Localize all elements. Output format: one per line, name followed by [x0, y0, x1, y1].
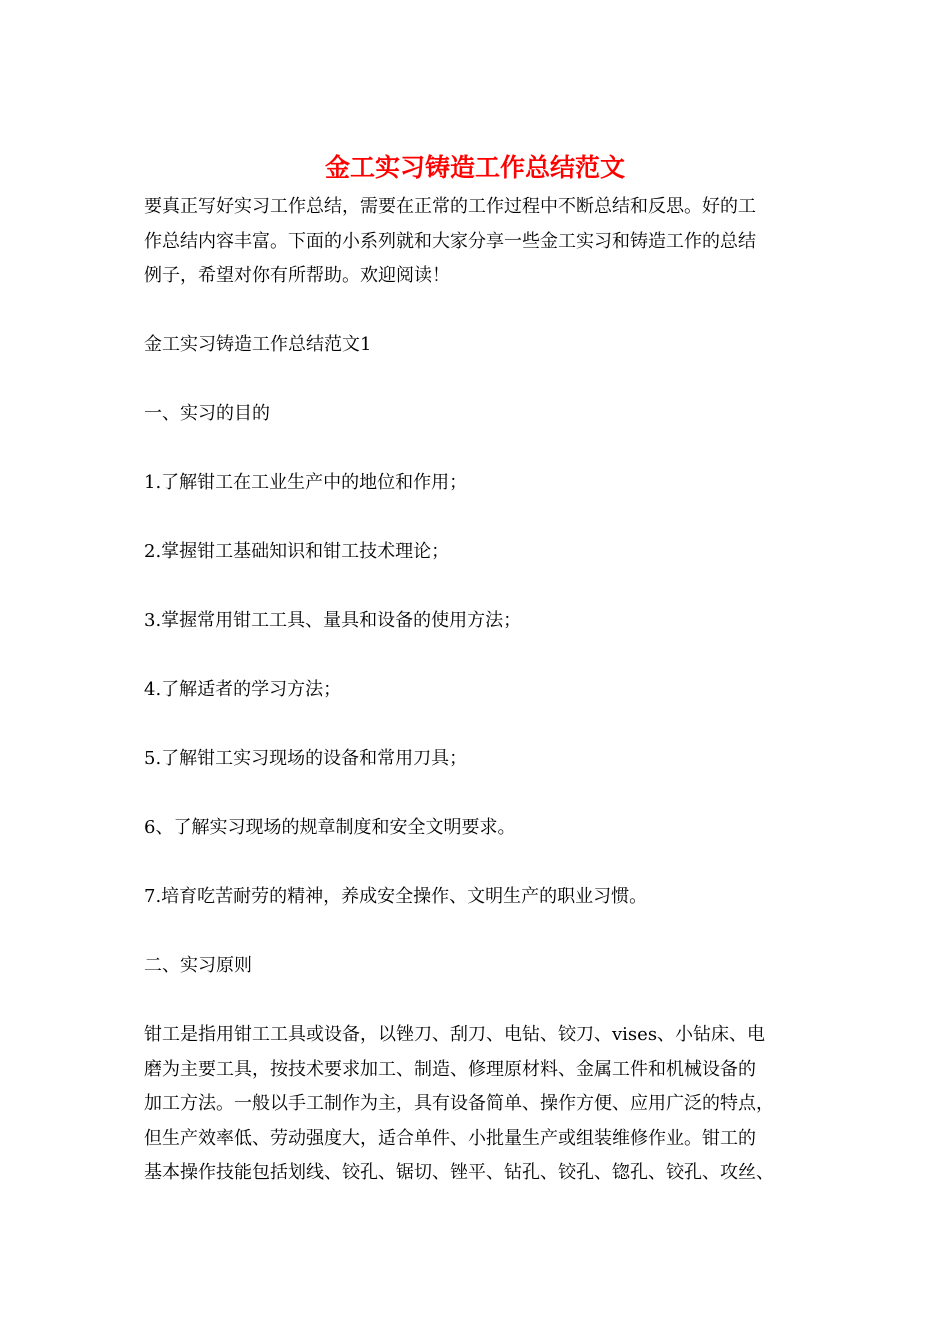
text-line: 但生产效率低、劳动强度大，适合单件、小批量生产或组装维修作业。钳工的 — [144, 1127, 756, 1149]
goal-item: 6、了解实习现场的规章制度和安全文明要求。 — [144, 817, 516, 838]
intro-paragraph — [144, 190, 810, 294]
goal-item: 3.掌握常用钳工工具、量具和设备的使用方法； — [144, 610, 522, 631]
goal-item: 5.了解钳工实习现场的设备和常用刀具； — [144, 748, 468, 769]
heading-principle: 二、实习原则 — [144, 955, 252, 976]
text-line: 例子，希望对你有所帮助。欢迎阅读！ — [144, 265, 450, 286]
goal-item: 2.掌握钳工基础知识和钳工技术理论； — [144, 541, 450, 562]
text-line: 作总结内容丰富。下面的小系列就和大家分享一些金工实习和铸造工作的总结 — [144, 230, 756, 252]
goal-item: 4.了解适者的学习方法； — [144, 679, 342, 700]
text-line: 要真正写好实习工作总结，需要在正常的工作过程中不断总结和反思。好的工 — [144, 196, 756, 217]
document-title: 金工实习铸造工作总结范文 — [324, 153, 625, 182]
text-line: 磨为主要工具，按技术要求加工、制造、修理原材料、金属工件和机械设备的 — [144, 1058, 756, 1080]
principle-paragraph — [144, 1018, 810, 1191]
text-line: 加工方法。一般以手工制作为主，具有设备简单、操作方便、应用广泛的特点， — [144, 1093, 774, 1114]
text-line: 钳工是指用钳工工具或设备，以锉刀、刮刀、电钻、铰刀、vises、小钻床、电 — [144, 1024, 766, 1045]
goal-item: 1.了解钳工在工业生产中的地位和作用； — [144, 472, 468, 493]
heading-purpose: 一、实习的目的 — [144, 403, 270, 424]
goal-item: 7.培育吃苦耐劳的精神，养成安全操作、文明生产的职业习惯。 — [144, 886, 648, 907]
text-line: 基本操作技能包括划线、铰孔、锯切、锉平、钻孔、铰孔、锪孔、铰孔、攻丝、 — [144, 1162, 774, 1183]
section-title: 金工实习铸造工作总结范文1 — [144, 334, 372, 355]
